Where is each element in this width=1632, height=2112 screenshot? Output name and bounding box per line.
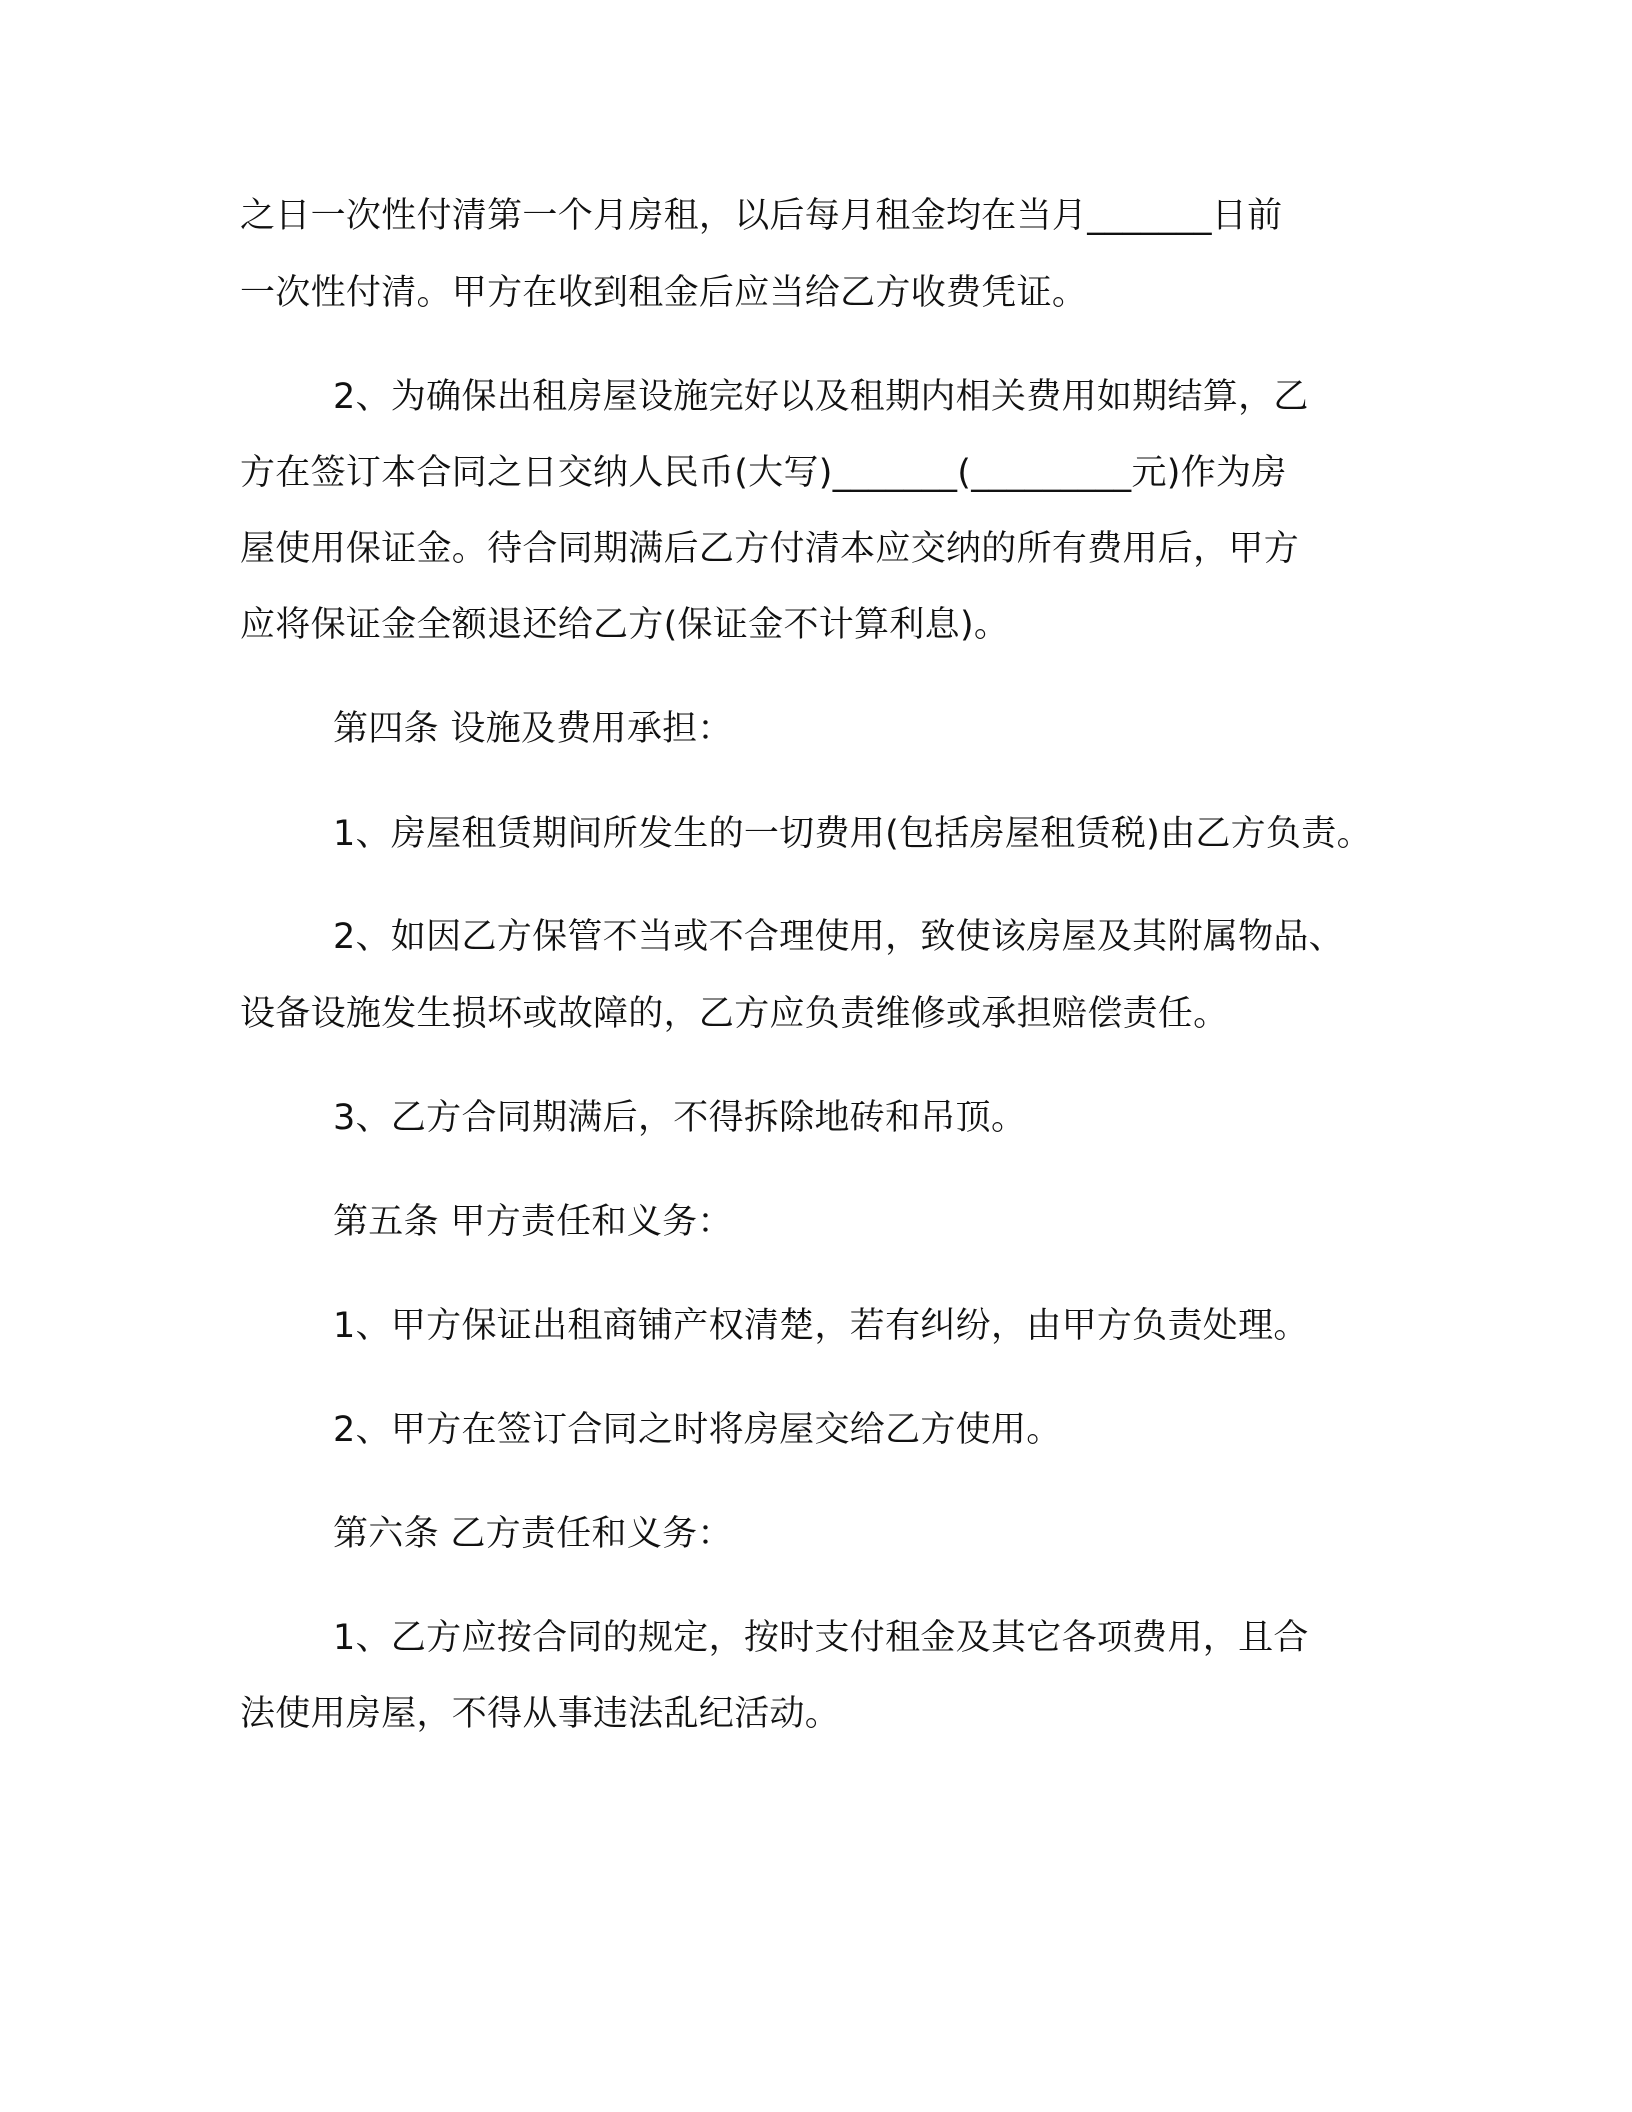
paragraph-start: 1、房屋租赁期间所发生的一切费用(包括房屋租赁税)由乙方负责。 <box>333 814 1372 854</box>
text-line: 之日一次性付清第一个月房租，以后每月租金均在当月_______日前 <box>240 196 1283 236</box>
section-heading: 第四条 设施及费用承担： <box>333 709 733 749</box>
text-line: 法使用房屋，不得从事违法乱纪活动。 <box>240 1694 841 1734</box>
text-line: 应将保证金全额退还给乙方(保证金不计算利息)。 <box>240 605 1010 645</box>
paragraph-start: 1、甲方保证出租商铺产权清楚，若有纠纷，由甲方负责处理。 <box>333 1306 1309 1346</box>
section-heading: 第五条 甲方责任和义务： <box>333 1202 733 1242</box>
text-line: 屋使用保证金。待合同期满后乙方付清本应交纳的所有费用后，甲方 <box>240 529 1300 569</box>
paragraph-start: 3、乙方合同期满后，不得拆除地砖和吊顶。 <box>333 1098 1027 1138</box>
text-line: 方在签订本合同之日交纳人民币(大写)_______(_________元)作为房 <box>240 453 1287 493</box>
text-line: 设备设施发生损坏或故障的，乙方应负责维修或承担赔偿责任。 <box>240 994 1229 1034</box>
section-heading: 第六条 乙方责任和义务： <box>333 1514 733 1554</box>
text-line: 一次性付清。甲方在收到租金后应当给乙方收费凭证。 <box>240 273 1088 313</box>
paragraph-start: 1、乙方应按合同的规定，按时支付租金及其它各项费用，且合 <box>333 1618 1309 1658</box>
paragraph-start: 2、如因乙方保管不当或不合理使用，致使该房屋及其附属物品、 <box>333 917 1344 957</box>
paragraph-start: 2、为确保出租房屋设施完好以及租期内相关费用如期结算，乙 <box>333 377 1309 417</box>
paragraph-start: 2、甲方在签订合同之时将房屋交给乙方使用。 <box>333 1410 1062 1450</box>
